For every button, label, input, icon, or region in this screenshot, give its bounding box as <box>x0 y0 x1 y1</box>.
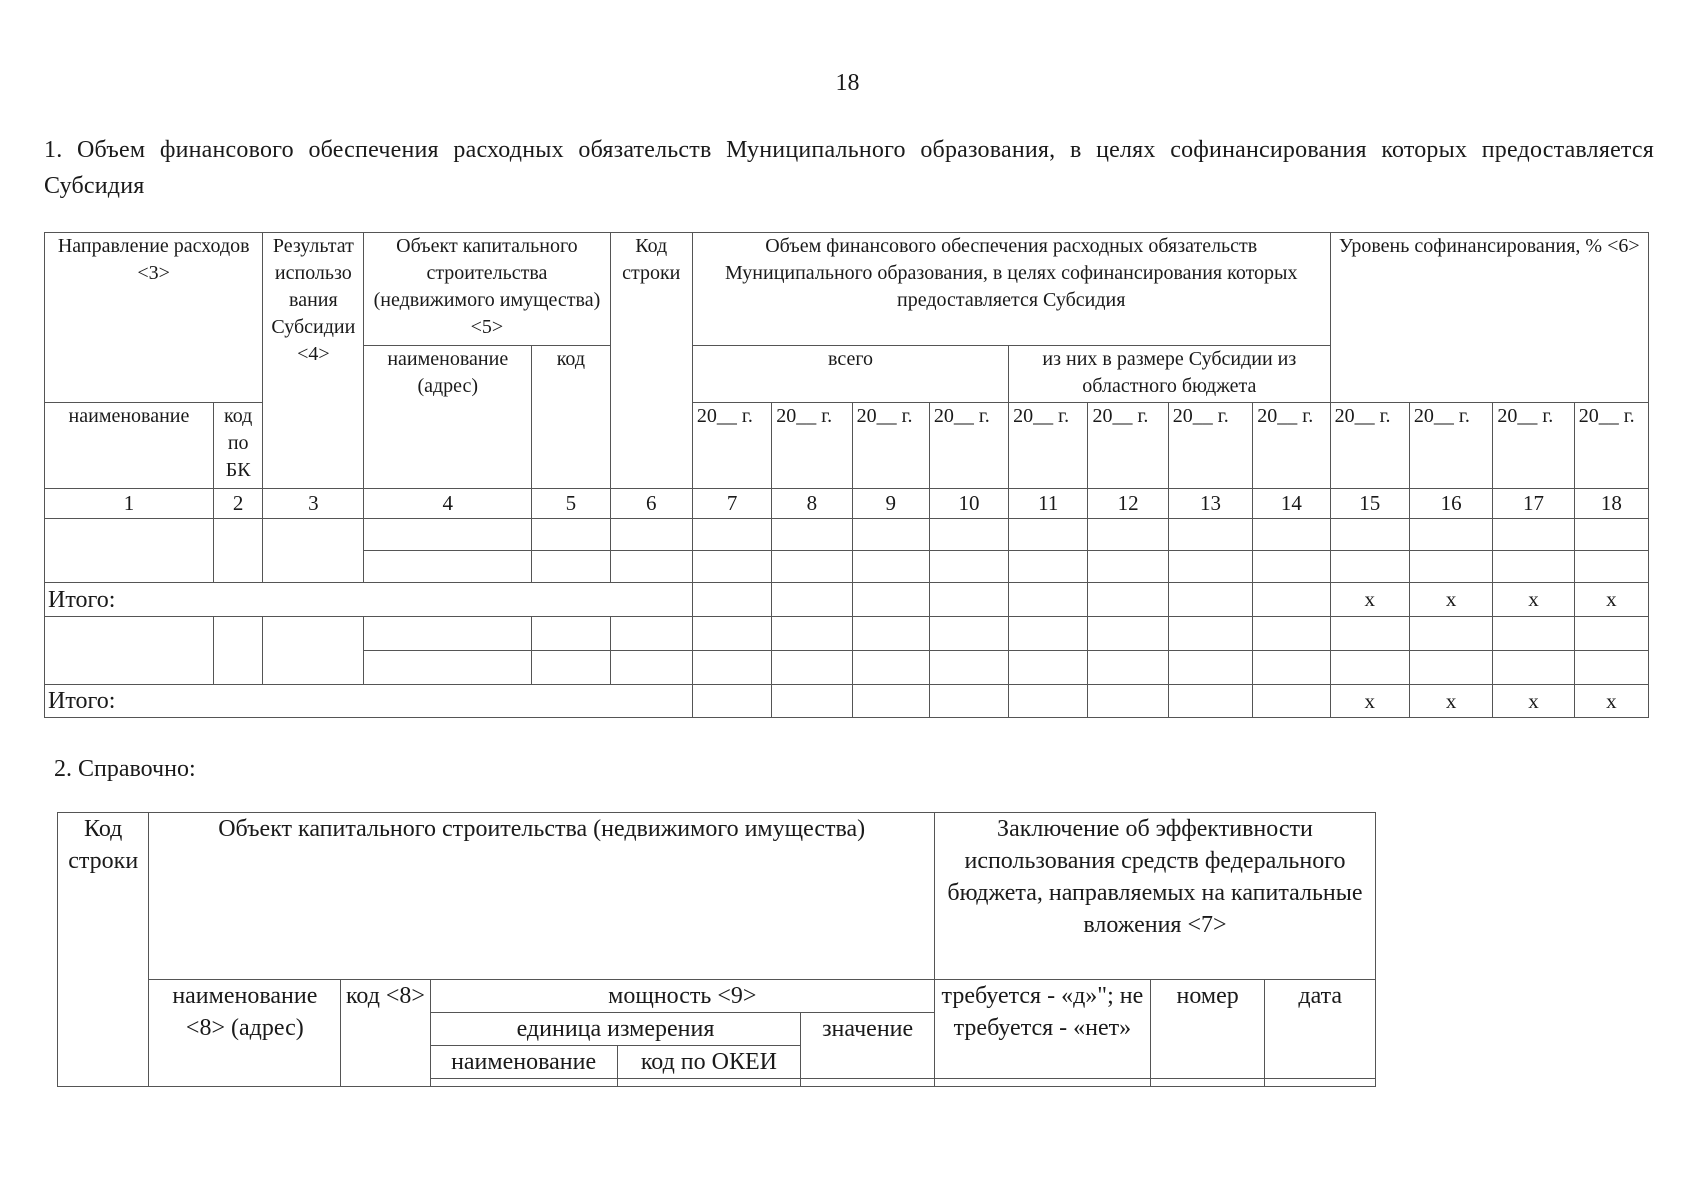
year-cell: 20__ г. <box>1330 403 1409 489</box>
empty-cell <box>1009 617 1088 651</box>
empty-cell <box>1253 519 1330 551</box>
empty-cell <box>1574 617 1648 651</box>
empty-cell <box>610 519 692 551</box>
empty-cell <box>852 685 929 718</box>
header-date: дата <box>1265 980 1376 1079</box>
empty-cell <box>1409 617 1492 651</box>
empty-cell <box>610 651 692 685</box>
header-object-code: код <8> <box>341 980 430 1087</box>
empty-cell <box>772 617 852 651</box>
empty-cell <box>1088 551 1168 583</box>
header-object: Объект капитального строительства (недвижимого имущества) <5> <box>364 233 610 346</box>
year-cell: 20__ г. <box>1574 403 1648 489</box>
column-number: 18 <box>1574 489 1648 519</box>
empty-cell <box>430 1079 617 1087</box>
header-number: номер <box>1150 980 1265 1079</box>
column-number: 6 <box>610 489 692 519</box>
year-cell: 20__ г. <box>1253 403 1330 489</box>
header-unit: единица измерения <box>430 1013 801 1046</box>
page-number: 18 <box>835 70 860 96</box>
empty-cell <box>1253 617 1330 651</box>
empty-cell <box>532 519 610 551</box>
year-cell: 20__ г. <box>852 403 929 489</box>
header-okei-code: код по ОКЕИ <box>617 1046 801 1079</box>
empty-cell <box>1088 519 1168 551</box>
empty-cell <box>772 551 852 583</box>
year-cell: 20__ г. <box>1493 403 1574 489</box>
empty-cell <box>1330 617 1409 651</box>
header-object-name: наименование <8> (адрес) <box>149 980 341 1087</box>
empty-cell <box>852 583 929 617</box>
column-number: 7 <box>692 489 771 519</box>
empty-cell <box>852 551 929 583</box>
empty-cell <box>1168 685 1252 718</box>
column-number: 15 <box>1330 489 1409 519</box>
empty-cell <box>852 617 929 651</box>
empty-cell <box>1330 519 1409 551</box>
header-volume: Объем финансового обеспечения расходных обязательств Муниципального образования, в целях софинансирования которых предоставляется Субсидия <box>692 233 1330 346</box>
empty-cell <box>1088 685 1168 718</box>
empty-cell <box>532 651 610 685</box>
empty-cell <box>1409 651 1492 685</box>
empty-cell <box>801 1079 935 1087</box>
empty-cell <box>1253 685 1330 718</box>
empty-cell <box>1088 651 1168 685</box>
header-unit-name: наименование <box>430 1046 617 1079</box>
year-cell: 20__ г. <box>1009 403 1088 489</box>
section1-heading: 1. Объем финансового обеспечения расходных обязательств Муниципального образования, в целях софинансирования которых предоставляется Субсидия <box>44 137 1654 199</box>
empty-cell <box>1574 551 1648 583</box>
column-number: 14 <box>1253 489 1330 519</box>
column-number: 12 <box>1088 489 1168 519</box>
empty-cell <box>1574 519 1648 551</box>
column-number: 11 <box>1009 489 1088 519</box>
empty-cell <box>1009 519 1088 551</box>
itogo-label: Итого: <box>45 583 693 617</box>
section2-heading: 2. Справочно: <box>54 756 196 782</box>
year-cell: 20__ г. <box>772 403 852 489</box>
year-cell: 20__ г. <box>1088 403 1168 489</box>
empty-cell <box>1168 651 1252 685</box>
empty-cell <box>1168 519 1252 551</box>
empty-cell <box>263 617 364 685</box>
empty-cell <box>692 551 771 583</box>
header-capacity: мощность <9> <box>430 980 934 1013</box>
empty-cell <box>772 651 852 685</box>
header-total: всего <box>692 346 1008 403</box>
empty-cell <box>1330 551 1409 583</box>
x-mark: x <box>1330 583 1409 617</box>
empty-cell <box>1009 551 1088 583</box>
header-result: Результат использо вания Субсидии <4> <box>263 233 364 489</box>
year-cell: 20__ г. <box>692 403 771 489</box>
empty-cell <box>1150 1079 1265 1087</box>
column-number: 3 <box>263 489 364 519</box>
financing-table <box>44 232 1649 718</box>
year-cell: 20__ г. <box>1409 403 1492 489</box>
header-object-name: наименование (адрес) <box>364 346 532 489</box>
empty-cell <box>1168 617 1252 651</box>
empty-cell <box>364 651 532 685</box>
empty-cell <box>772 685 852 718</box>
empty-cell <box>1088 617 1168 651</box>
x-mark: x <box>1409 685 1492 718</box>
empty-cell <box>1574 651 1648 685</box>
empty-cell <box>263 519 364 583</box>
column-number: 17 <box>1493 489 1574 519</box>
x-mark: x <box>1493 685 1574 718</box>
empty-cell <box>929 519 1008 551</box>
empty-cell <box>929 551 1008 583</box>
empty-cell <box>1493 651 1574 685</box>
empty-cell <box>1493 551 1574 583</box>
empty-cell <box>692 651 771 685</box>
empty-cell <box>1265 1079 1376 1087</box>
empty-cell <box>692 617 771 651</box>
header-object: Объект капитального строительства (недвижимого имущества) <box>149 813 935 980</box>
column-number: 13 <box>1168 489 1252 519</box>
empty-cell <box>692 583 771 617</box>
empty-cell <box>617 1079 801 1087</box>
empty-cell <box>610 617 692 651</box>
header-cofinancing-level: Уровень софинансирования, % <6> <box>1330 233 1648 403</box>
empty-cell <box>772 583 852 617</box>
column-number: 2 <box>213 489 262 519</box>
empty-cell <box>213 519 262 583</box>
header-direction-name: наименование <box>45 403 214 489</box>
empty-cell <box>929 651 1008 685</box>
header-required: требуется - «д»"; не требуется - «нет» <box>934 980 1150 1079</box>
column-number: 4 <box>364 489 532 519</box>
x-mark: x <box>1409 583 1492 617</box>
empty-cell <box>929 685 1008 718</box>
x-mark: x <box>1574 583 1648 617</box>
empty-cell <box>1253 651 1330 685</box>
empty-cell <box>1493 617 1574 651</box>
empty-cell <box>692 519 771 551</box>
column-number: 5 <box>532 489 610 519</box>
column-number: 10 <box>929 489 1008 519</box>
empty-cell <box>610 551 692 583</box>
reference-table <box>57 812 1376 1087</box>
empty-cell <box>1009 685 1088 718</box>
empty-cell <box>1009 651 1088 685</box>
header-conclusion: Заключение об эффективности использования средств федерального бюджета, направляемых на капитальные вложения <7> <box>934 813 1375 980</box>
header-value: значение <box>801 1013 935 1079</box>
empty-cell <box>1409 551 1492 583</box>
empty-cell <box>1409 519 1492 551</box>
empty-cell <box>934 1079 1150 1087</box>
empty-cell <box>1253 583 1330 617</box>
empty-cell <box>532 617 610 651</box>
column-number: 8 <box>772 489 852 519</box>
empty-cell <box>364 617 532 651</box>
empty-cell <box>692 685 771 718</box>
empty-cell <box>364 519 532 551</box>
header-direction: Направление расходов <3> <box>45 233 263 403</box>
empty-cell <box>929 583 1008 617</box>
empty-cell <box>364 551 532 583</box>
x-mark: x <box>1493 583 1574 617</box>
column-number: 16 <box>1409 489 1492 519</box>
empty-cell <box>532 551 610 583</box>
x-mark: x <box>1574 685 1648 718</box>
empty-cell <box>1253 551 1330 583</box>
header-object-code: код <box>532 346 610 489</box>
empty-cell <box>1330 651 1409 685</box>
empty-cell <box>1009 583 1088 617</box>
header-of-which-subsidy: из них в размере Субсидии из областного бюджета <box>1009 346 1330 403</box>
header-row-code: Код строки <box>58 813 149 1087</box>
empty-cell <box>45 617 214 685</box>
empty-cell <box>852 651 929 685</box>
empty-cell <box>852 519 929 551</box>
x-mark: x <box>1330 685 1409 718</box>
empty-cell <box>1493 519 1574 551</box>
year-cell: 20__ г. <box>1168 403 1252 489</box>
empty-cell <box>1088 583 1168 617</box>
empty-cell <box>772 519 852 551</box>
empty-cell <box>929 617 1008 651</box>
empty-cell <box>45 519 214 583</box>
empty-cell <box>1168 583 1252 617</box>
column-number: 9 <box>852 489 929 519</box>
header-direction-code: код по БК <box>213 403 262 489</box>
empty-cell <box>213 617 262 685</box>
itogo-label: Итого: <box>45 685 693 718</box>
year-cell: 20__ г. <box>929 403 1008 489</box>
header-row-code: Код строки <box>610 233 692 489</box>
empty-cell <box>1168 551 1252 583</box>
column-number: 1 <box>45 489 214 519</box>
